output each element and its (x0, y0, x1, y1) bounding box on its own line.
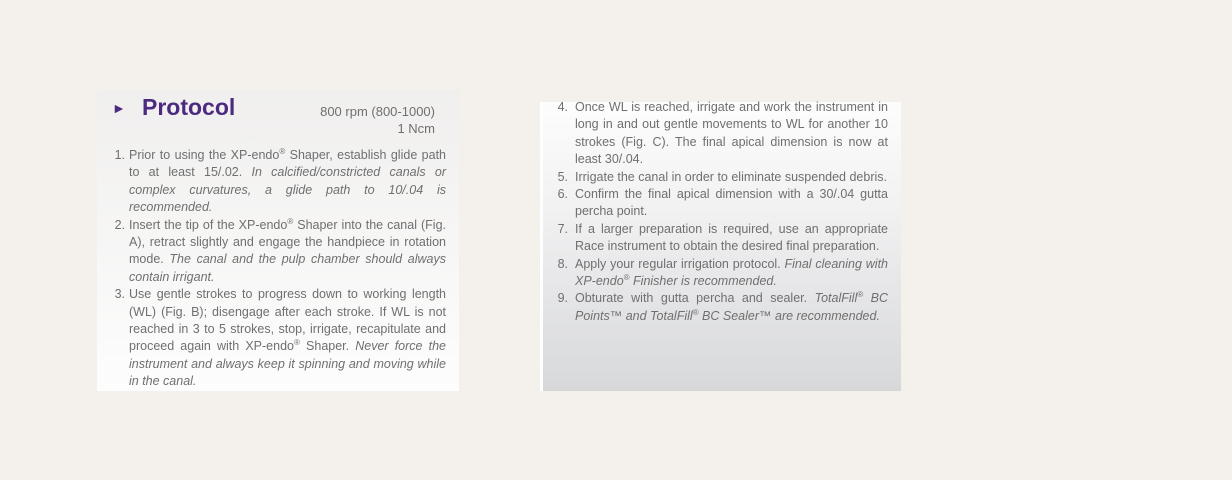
protocol-steps-list-2 (553, 99, 888, 325)
page-title: Protocol (142, 94, 236, 120)
protocol-step-9: 9. Obturate with gutta percha and sealer. TotalFill® BC Points™ and TotalFill® BC Sealer™ are recommended. (557, 290, 888, 323)
protocol-panel-left (97, 90, 459, 391)
protocol-step-4: 4. Once WL is reached, irrigate and work the instrument in long in and out gentle movements to WL for another 10 strokes (Fig. C). The final apical dimension is now at least 30/.04. (557, 100, 888, 167)
protocol-steps-list-1 (111, 147, 446, 391)
protocol-step-6: 6. Confirm the final apical dimension with a 30/.04 gutta percha point. (557, 187, 888, 219)
protocol-panel-right (540, 102, 901, 391)
protocol-step-3: 3. Use gentle strokes to progress down to working length (WL) (Fig. B); disengage after each stroke. If WL is not reached in 3 to 5 strokes, stop, irrigate, recapitulate and proceed again with XP-endo® Shaper. Never force the instrument and always keep it spinning and moving while in the canal. (114, 287, 446, 389)
protocol-step-5: 5. Irrigate the canal in order to eliminate suspended debris. (557, 169, 887, 184)
speed-torque-settings (320, 103, 435, 137)
protocol-step-8: 8. Apply your regular irrigation protocol. Final cleaning with XP-endo® Finisher is recommended. (557, 256, 888, 289)
torque-setting: 1 Ncm (397, 121, 435, 136)
play-arrow-icon: ► (112, 100, 126, 116)
speed-setting: 800 rpm (800-1000) (320, 104, 435, 119)
protocol-step-1: 1. Prior to using the XP-endo® Shaper, establish glide path to at least 15/.02. In calcified/constricted canals or complex curvatures, a glide path to 10/.04 is recommended. (114, 147, 447, 215)
protocol-step-2: 2. Insert the tip of the XP-endo® Shaper into the canal (Fig. A), retract slightly and engage the handpiece in rotation mode. The canal and the pulp chamber should always contain irrigant. (114, 216, 446, 284)
protocol-step-7: 7. If a larger preparation is required, use an appropriate Race instrument to obtain the desired final preparation. (557, 221, 888, 254)
protocol-header (111, 90, 446, 142)
